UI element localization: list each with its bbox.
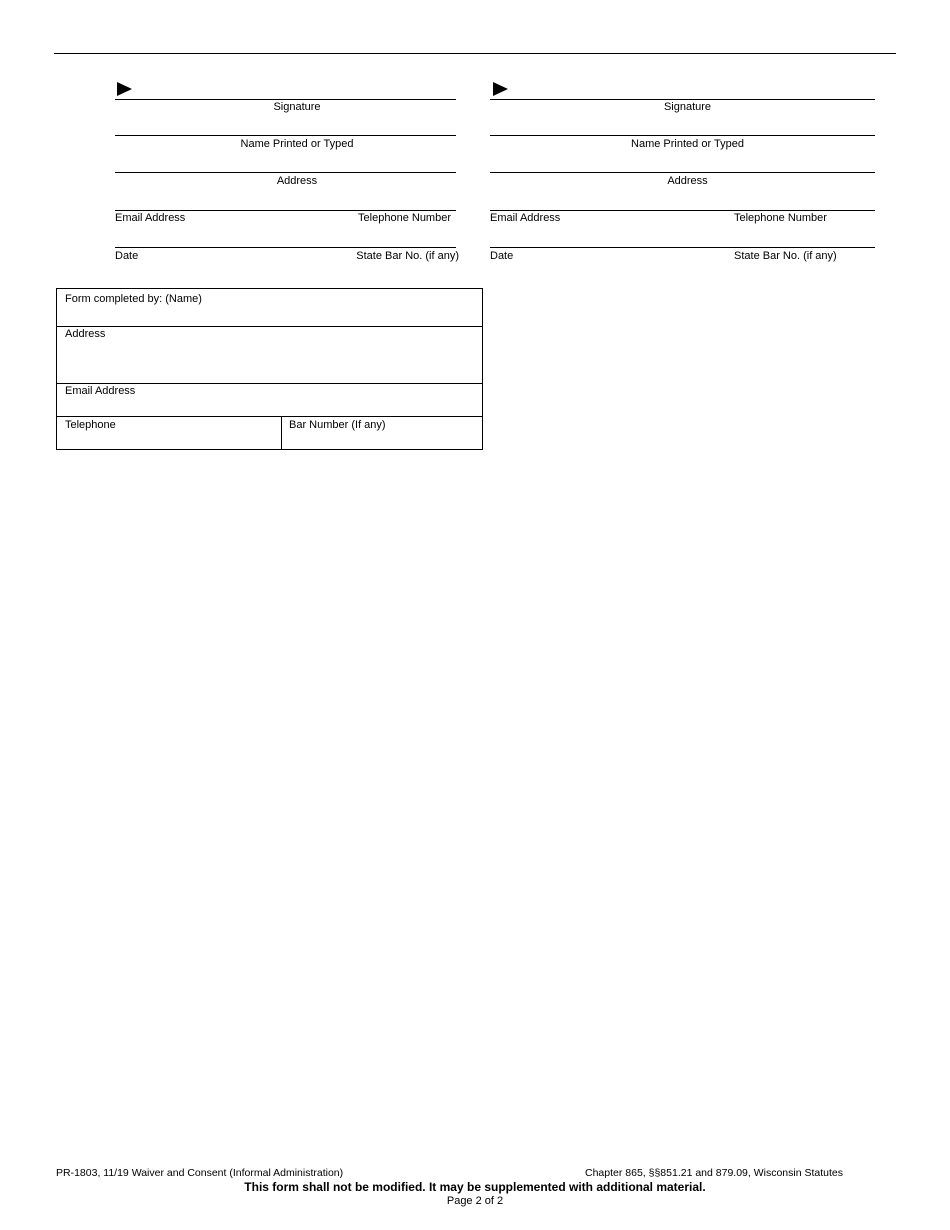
signature-line[interactable] — [490, 99, 875, 100]
completed-by-address-field[interactable]: Address — [65, 328, 106, 340]
signature-arrow-icon — [493, 82, 508, 96]
email-label: Email Address — [115, 212, 186, 224]
bar-number-label: State Bar No. (if any) — [734, 250, 837, 262]
footer-page-number: Page 2 of 2 — [446, 1195, 504, 1207]
name-label: Name Printed or Typed — [240, 138, 354, 150]
date-label: Date — [490, 250, 514, 262]
row-divider — [57, 326, 482, 327]
completed-by-box — [56, 288, 483, 450]
row-divider — [57, 416, 482, 417]
completed-by-email-field[interactable]: Email Address — [65, 385, 136, 397]
date-bar-line[interactable] — [490, 247, 875, 248]
email-telephone-line[interactable] — [490, 210, 875, 211]
footer-statute: Chapter 865, §§851.21 and 879.09, Wisconsin Statutes — [585, 1167, 844, 1179]
completed-by-name-field[interactable]: Form completed by: (Name) — [65, 293, 202, 305]
email-telephone-line[interactable] — [115, 210, 456, 211]
bar-number-label: State Bar No. (if any) — [356, 250, 459, 262]
completed-by-telephone-field[interactable]: Telephone — [65, 419, 116, 431]
address-line[interactable] — [115, 172, 456, 173]
address-label: Address — [276, 175, 318, 187]
address-label: Address — [667, 175, 708, 187]
top-rule — [54, 53, 896, 54]
email-label: Email Address — [490, 212, 561, 224]
name-label: Name Printed or Typed — [631, 138, 744, 150]
date-bar-line[interactable] — [115, 247, 456, 248]
row-divider — [57, 383, 482, 384]
date-label: Date — [115, 250, 139, 262]
signature-label: Signature — [663, 101, 712, 113]
name-line[interactable] — [115, 135, 456, 136]
footer-notice: This form shall not be modified. It may be supplemented with additional material. — [244, 1180, 706, 1194]
signature-label: Signature — [273, 101, 321, 113]
signature-arrow-icon — [117, 82, 132, 96]
footer-form-id: PR-1803, 11/19 Waiver and Consent (Informal Administration) — [56, 1167, 344, 1179]
telephone-label: Telephone Number — [358, 212, 451, 224]
name-line[interactable] — [490, 135, 875, 136]
completed-by-bar-number-field[interactable]: Bar Number (If any) — [289, 419, 386, 431]
column-divider — [281, 416, 282, 449]
address-line[interactable] — [490, 172, 875, 173]
telephone-label: Telephone Number — [734, 212, 827, 224]
signature-line[interactable] — [115, 99, 456, 100]
